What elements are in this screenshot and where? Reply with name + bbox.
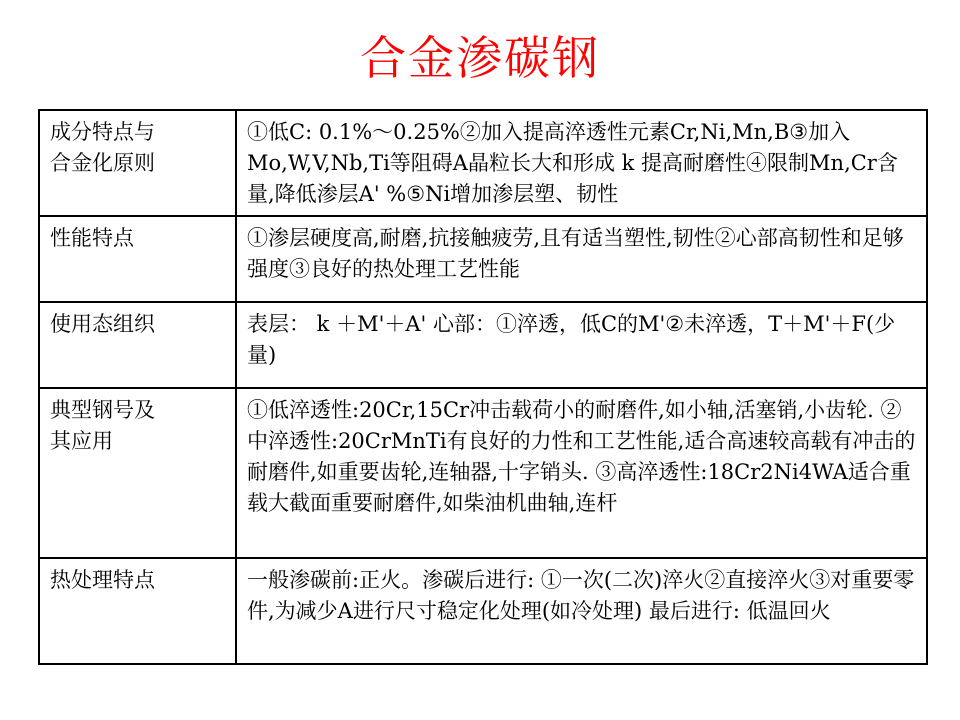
row-label [39,558,236,664]
table-row [39,302,927,388]
row-label-line: 典型钢号及 [50,398,155,422]
row-label-line: 合金化原则 [50,151,155,175]
row-content: ①低淬透性:20Cr,15Cr冲击载荷小的耐磨件,如小轴,活塞销,小齿轮. ②中淬透性:20CrMnTi有良好的力性和工艺性能,适合高速较高载有冲击的耐磨件,如重要齿轮,连轴器,十字销头. ③高淬透性:18Cr2Ni4WA适合重载大截面重要耐磨件,如柴油机曲轴,连杆 [236,388,927,558]
row-content: 表层： k ＋M'＋A' 心部：①淬透，低C的M'②未淬透，T＋M'＋F(少量) [236,302,927,388]
row-label-line: 使用态组织 [50,312,155,336]
row-label-line: 其应用 [50,429,113,453]
row-label-line: 成分特点与 [50,120,155,144]
properties-table [38,109,928,665]
row-content: ①低C: 0.1%～0.25%②加入提高淬透性元素Cr,Ni,Mn,B③加入Mo,W,V,Nb,Ti等阻碍A晶粒长大和形成 k 提高耐磨性④限制Mn,Cr含量,降低渗层A' %⑤Ni增加渗层塑、韧性 [236,110,927,216]
row-label [39,302,236,388]
table-row [39,216,927,302]
row-label-line: 热处理特点 [50,568,155,592]
row-content: ①渗层硬度高,耐磨,抗接触疲劳,且有适当塑性,韧性②心部高韧性和足够强度③良好的热处理工艺性能 [236,216,927,302]
table-row [39,388,927,558]
row-label [39,388,236,558]
table-row [39,558,927,664]
row-label [39,216,236,302]
row-label-line: 性能特点 [50,226,134,250]
row-label [39,110,236,216]
table-row [39,110,927,216]
slide-title: 合金渗碳钢 [360,31,600,85]
row-content: 一般渗碳前:正火。渗碳后进行: ①一次(二次)淬火②直接淬火③对重要零件,为减少A进行尺寸稳定化处理(如冷处理) 最后进行: 低温回火 [236,558,927,664]
